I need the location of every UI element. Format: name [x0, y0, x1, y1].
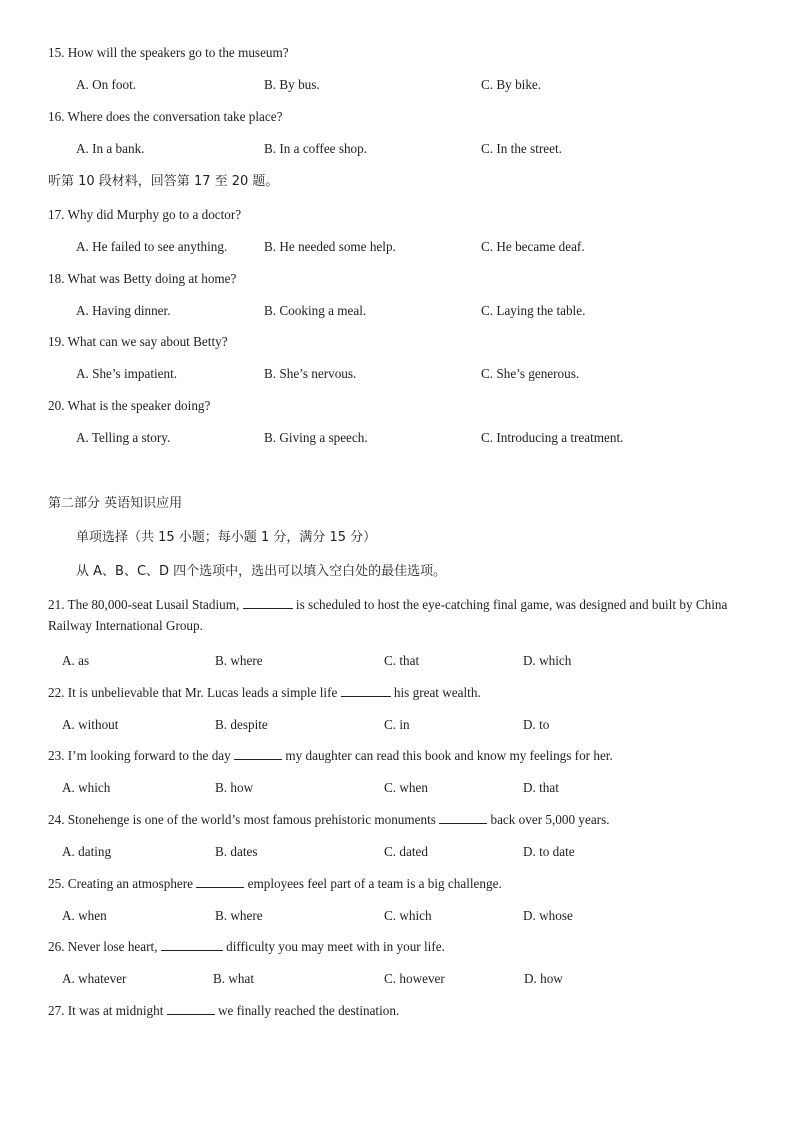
answer-blank: [167, 1003, 215, 1015]
option-21-c: C. that: [384, 653, 420, 668]
option-20-c: C. Introducing a treatment.: [481, 430, 624, 445]
option-16-a: A. In a bank.: [76, 141, 145, 156]
option-23-d: D. that: [523, 780, 559, 795]
option-25-a: A. when: [62, 908, 107, 923]
option-26-d: D. how: [524, 971, 563, 986]
option-15-c: C. By bike.: [481, 77, 542, 92]
question-stem-17: 17. Why did Murphy go to a doctor?: [48, 207, 242, 222]
option-18-c: C. Laying the table.: [481, 303, 586, 318]
section-title: 单项选择（共 15 小题；每小题 1 分，满分 15 分）: [76, 530, 377, 545]
answer-blank: [196, 876, 244, 888]
question-stem-24: 24. Stonehenge is one of the world’s most famous prehistoric monuments back over 5,000 years.: [48, 812, 610, 827]
option-24-b: B. dates: [215, 844, 258, 859]
option-25-b: B. where: [215, 908, 263, 923]
option-22-a: A. without: [62, 717, 119, 732]
option-21-d: D. which: [523, 653, 572, 668]
option-21-b: B. where: [215, 653, 263, 668]
option-23-c: C. when: [384, 780, 428, 795]
option-22-d: D. to: [523, 717, 550, 732]
option-25-c: C. which: [384, 908, 432, 923]
option-21-a: A. as: [62, 653, 90, 668]
option-15-b: B. By bus.: [264, 77, 320, 92]
question-stem-22: 22. It is unbelievable that Mr. Lucas leads a simple life his great wealth.: [48, 685, 481, 700]
option-23-b: B. how: [215, 780, 254, 795]
question-stem-21: 21. The 80,000-seat Lusail Stadium, is scheduled to host the eye-catching final game, was designed and built by China Railway International Group.: [48, 597, 728, 633]
question-stem-20: 20. What is the speaker doing?: [48, 398, 211, 413]
option-24-a: A. dating: [62, 844, 112, 859]
answer-blank: [341, 685, 391, 697]
option-18-b: B. Cooking a meal.: [264, 303, 367, 318]
option-18-a: A. Having dinner.: [76, 303, 171, 318]
option-15-a: A. On foot.: [76, 77, 137, 92]
answer-blank: [234, 748, 282, 760]
answer-blank: [161, 939, 223, 951]
option-17-c: C. He became deaf.: [481, 239, 585, 254]
question-stem-18: 18. What was Betty doing at home?: [48, 271, 237, 286]
option-19-c: C. She’s generous.: [481, 366, 580, 381]
option-23-a: A. which: [62, 780, 111, 795]
option-24-d: D. to date: [523, 844, 575, 859]
question-stem-16: 16. Where does the conversation take place?: [48, 109, 283, 124]
option-26-a: A. whatever: [62, 971, 127, 986]
option-25-d: D. whose: [523, 908, 573, 923]
option-24-c: C. dated: [384, 844, 428, 859]
question-stem-26: 26. Never lose heart, difficulty you may meet with in your life.: [48, 939, 445, 954]
listening-instruction: 听第 10 段材料，回答第 17 至 20 题。: [48, 174, 279, 189]
option-20-b: B. Giving a speech.: [264, 430, 368, 445]
option-17-b: B. He needed some help.: [264, 239, 396, 254]
section-instruction: 从 A、B、C、D 四个选项中，选出可以填入空白处的最佳选项。: [76, 564, 447, 579]
option-22-b: B. despite: [215, 717, 268, 732]
part-two-title: 第二部分 英语知识应用: [48, 496, 183, 511]
option-16-c: C. In the street.: [481, 141, 562, 156]
question-stem-23: 23. I’m looking forward to the day my daughter can read this book and know my feelings for her.: [48, 748, 613, 763]
option-16-b: B. In a coffee shop.: [264, 141, 368, 156]
question-stem-19: 19. What can we say about Betty?: [48, 334, 228, 349]
option-26-c: C. however: [384, 971, 445, 986]
option-19-a: A. She’s impatient.: [76, 366, 178, 381]
question-stem-25: 25. Creating an atmosphere employees feel part of a team is a big challenge.: [48, 876, 502, 891]
option-20-a: A. Telling a story.: [76, 430, 171, 445]
question-stem-27: 27. It was at midnight we finally reached the destination.: [48, 1003, 400, 1018]
option-17-a: A. He failed to see anything.: [76, 239, 228, 254]
question-stem-15: 15. How will the speakers go to the museum?: [48, 45, 289, 60]
option-19-b: B. She’s nervous.: [264, 366, 357, 381]
answer-blank: [439, 812, 487, 824]
answer-blank: [243, 597, 293, 609]
option-22-c: C. in: [384, 717, 410, 732]
option-26-b: B. what: [213, 971, 255, 986]
